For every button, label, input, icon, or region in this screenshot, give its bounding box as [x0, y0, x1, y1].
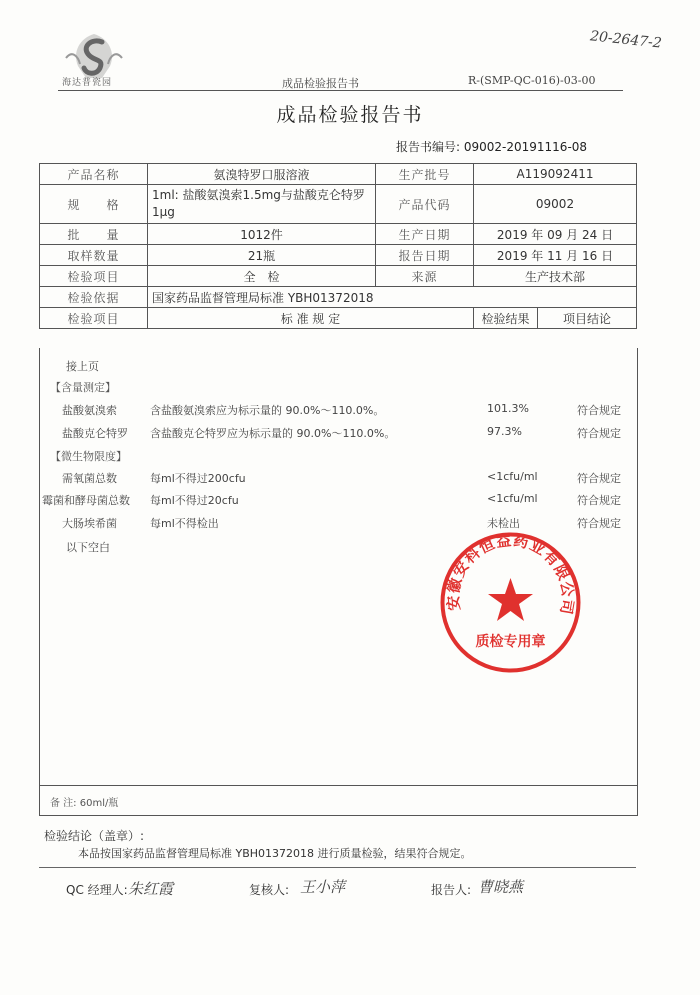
- spec-value: 1ml: 盐酸氨溴索1.5mg与盐酸克仑特罗1μg: [148, 185, 376, 224]
- remark: 备 注: 60ml/瓶: [50, 798, 119, 809]
- table-row: [40, 164, 637, 185]
- product-name-value: 氨溴特罗口服溶液: [148, 164, 376, 185]
- report-number: 报告书编号: 09002-20191116-08: [396, 140, 588, 154]
- result-standard: 含盐酸氨溴索应为标示量的 90.0%～110.0%。: [150, 404, 385, 417]
- report-date-label: 报告日期: [376, 245, 474, 266]
- info-table: [39, 163, 637, 329]
- batch-no-label: 生产批号: [376, 164, 474, 185]
- result-conclusion: 符合规定: [577, 427, 621, 440]
- result-conclusion: 符合规定: [577, 494, 621, 507]
- page-title: 成品检验报告书: [276, 104, 424, 126]
- result-item: 盐酸氨溴索: [62, 404, 117, 417]
- col-item-header: 检验项目: [40, 308, 148, 329]
- result-conclusion: 符合规定: [577, 404, 621, 417]
- source-label: 来源: [376, 266, 474, 287]
- product-name-label: 产品名称: [40, 164, 148, 185]
- reviewer-signature: 王小萍: [300, 878, 346, 896]
- report-date-value: 2019 年 11 月 16 日: [474, 245, 637, 266]
- source-value: 生产技术部: [474, 266, 637, 287]
- prod-date-value: 2019 年 09 月 24 日: [474, 224, 637, 245]
- svg-text:质检专用章: 质检专用章: [475, 634, 546, 650]
- table-row: [40, 185, 637, 224]
- result-conclusion: 符合规定: [577, 472, 621, 485]
- prod-date-label: 生产日期: [376, 224, 474, 245]
- product-code-value: 09002: [474, 185, 637, 224]
- section-title: 【微生物限度】: [50, 450, 127, 463]
- table-row: [40, 224, 637, 245]
- reporter-label: 报告人:: [431, 883, 472, 897]
- form-name: 成品检验报告书: [282, 77, 359, 90]
- spec-label: 规 格: [40, 185, 148, 224]
- batch-qty-label: 批 量: [40, 224, 148, 245]
- result-item: 盐酸克仑特罗: [62, 427, 128, 440]
- batch-no-value: A119092411: [474, 164, 637, 185]
- blank-below-note: 以下空白: [66, 541, 110, 554]
- col-result-header: 检验结果: [474, 308, 538, 329]
- company-seal: [438, 530, 583, 675]
- reporter-signature: 曹晓燕: [478, 878, 524, 896]
- table-row: [40, 245, 637, 266]
- result-value: 101.3%: [487, 402, 529, 415]
- table-row: [40, 287, 637, 308]
- result-item: 大肠埃希菌: [62, 517, 117, 530]
- result-conclusion: 符合规定: [577, 517, 621, 530]
- basis-value: 国家药品监督管理局标准 YBH01372018: [148, 287, 637, 308]
- handwritten-number: 20-2647-2: [589, 28, 663, 52]
- company-name: 海达普瓷园: [62, 78, 113, 88]
- result-standard: 每ml不得过20cfu: [150, 494, 239, 507]
- result-value: <1cfu/ml: [487, 470, 538, 483]
- result-value: <1cfu/ml: [487, 492, 538, 505]
- product-code-label: 产品代码: [376, 185, 474, 224]
- batch-qty-value: 1012件: [148, 224, 376, 245]
- result-value: 97.3%: [487, 425, 522, 438]
- conclusion-divider: [39, 867, 636, 868]
- svg-text:安徽安科恒益药业有限公司: 安徽安科恒益药业有限公司: [444, 531, 577, 617]
- test-item-label: 检验项目: [40, 266, 148, 287]
- continued-note: 接上页: [66, 360, 99, 373]
- result-standard: 每ml不得检出: [150, 517, 219, 530]
- conclusion-text: 本品按国家药品监督管理局标准 YBH01372018 进行质量检验，结果符合规定。: [78, 847, 472, 860]
- qc-manager-signature: 朱红霞: [128, 880, 174, 898]
- test-item-value: 全 检: [148, 266, 376, 287]
- result-value: 未检出: [487, 517, 520, 530]
- header-divider: [58, 90, 623, 91]
- conclusion-label: 检验结论（盖章）:: [44, 829, 145, 843]
- result-item: 需氧菌总数: [62, 472, 117, 485]
- sample-qty-label: 取样数量: [40, 245, 148, 266]
- col-standard-header: 标 准 规 定: [148, 308, 474, 329]
- basis-label: 检验依据: [40, 287, 148, 308]
- section-title: 【含量测定】: [50, 381, 116, 394]
- qc-manager-label: QC 经理人:: [66, 883, 128, 897]
- result-standard: 每ml不得过200cfu: [150, 472, 246, 485]
- remark-row: [39, 785, 638, 816]
- form-code: R-(SMP-QC-016)-03-00: [468, 74, 596, 87]
- result-standard: 含盐酸克仑特罗应为标示量的 90.0%～110.0%。: [150, 427, 396, 440]
- table-header-row: [40, 308, 637, 329]
- result-item: 霉菌和酵母菌总数: [42, 494, 130, 507]
- sample-qty-value: 21瓶: [148, 245, 376, 266]
- col-conclusion-header: 项目结论: [538, 308, 637, 329]
- table-row: [40, 266, 637, 287]
- reviewer-label: 复核人:: [249, 883, 290, 897]
